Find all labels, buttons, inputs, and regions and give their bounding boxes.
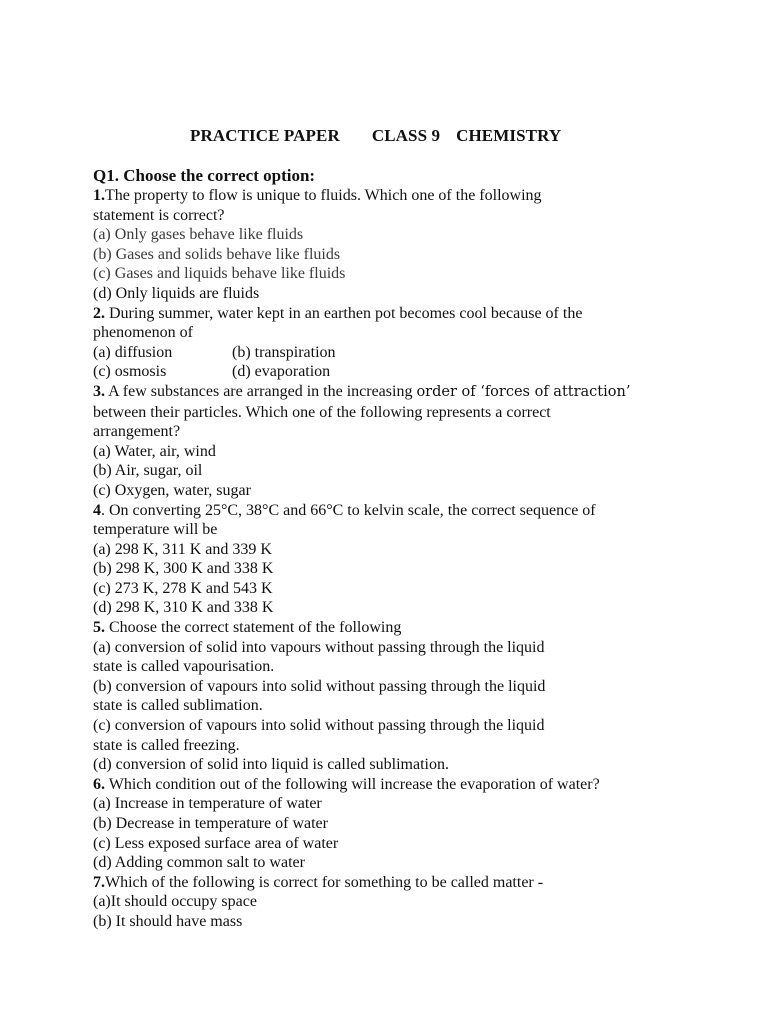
- question-text: Choose the correct statement of the following: [105, 619, 402, 637]
- option-a: (a) Water, air, wind: [93, 442, 216, 460]
- question-1-line-2: statement is correct?: [93, 206, 225, 224]
- option-b: (b) Gases and solids behave like fluids: [93, 245, 341, 263]
- question-text: During summer, water kept in an earthen pot becomes cool because of the: [105, 304, 583, 322]
- question-4-line-2: temperature will be: [93, 521, 218, 539]
- question-number: 6.: [93, 775, 105, 793]
- question-4-line-1: [93, 501, 693, 521]
- option-c: (c) Gases and liquids behave like fluids: [93, 265, 346, 283]
- question-6: [93, 775, 693, 873]
- question-3: [93, 382, 693, 501]
- question-number: 2.: [93, 304, 105, 322]
- question-number: 4: [93, 501, 101, 519]
- question-5-line-1: [93, 618, 693, 638]
- title-class: CLASS 9: [371, 126, 441, 145]
- option-a-line-2: state is called vapourisation.: [93, 658, 275, 676]
- question-1-line-1: [93, 186, 693, 206]
- question-number: 5.: [93, 619, 105, 637]
- option-a: (a) Increase in temperature of water: [93, 795, 322, 813]
- option-d: (d) Adding common salt to water: [93, 854, 305, 872]
- title-subject: CHEMISTRY: [456, 126, 562, 145]
- option-a: (a) Only gases behave like fluids: [93, 226, 304, 244]
- option-c: (c) osmosis: [93, 363, 167, 381]
- question-3-line-3: arrangement?: [93, 423, 181, 441]
- option-a: (a)It should occupy space: [93, 893, 257, 911]
- option-c: (c) Oxygen, water, sugar: [93, 481, 251, 499]
- option-a: (a) diffusion: [93, 343, 173, 361]
- option-d: (d) evaporation: [232, 363, 331, 381]
- option-b-line-1: (b) conversion of vapours into solid without passing through the liquid: [93, 677, 546, 695]
- question-6-line-1: [93, 775, 693, 795]
- question-7: [93, 873, 693, 932]
- question-number: 1.: [93, 187, 105, 204]
- title-practice-paper: PRACTICE PAPER: [190, 126, 340, 145]
- option-c-line-1: (c) conversion of vapours into solid without passing through the liquid: [93, 717, 545, 735]
- option-c: (c) Less exposed surface area of water: [93, 834, 339, 852]
- question-text: . On converting 25°C, 38°C and 66°C to kelvin scale, the correct sequence of: [101, 501, 596, 519]
- question-2-line-1: [93, 304, 693, 324]
- page-title: [190, 126, 561, 146]
- option-pair: [93, 343, 693, 363]
- option-a-line-1: (a) conversion of solid into vapours without passing through the liquid: [93, 638, 545, 656]
- option-d: (d) Only liquids are fluids: [93, 284, 260, 302]
- question-5: [93, 618, 693, 775]
- question-2-line-2: phenomenon of: [93, 324, 193, 342]
- question-7-line-1: [93, 873, 693, 893]
- question-text: A few substances are arranged in the increasing: [105, 382, 417, 400]
- question-text: Which condition out of the following will increase the evaporation of water?: [105, 775, 600, 793]
- emphasized-text: order of ‘forces of attraction’: [416, 383, 631, 400]
- option-b: (b) It should have mass: [93, 912, 243, 930]
- option-b: (b) Air, sugar, oil: [93, 462, 203, 480]
- option-pair: [93, 362, 693, 382]
- option-b-line-2: state is called sublimation.: [93, 697, 263, 715]
- option-c-line-2: state is called freezing.: [93, 736, 240, 754]
- question-3-line-1: [93, 382, 693, 403]
- option-b: (b) 298 K, 300 K and 338 K: [93, 560, 274, 578]
- question-text: The property to flow is unique to fluids. Which one of the following: [105, 187, 542, 204]
- question-3-line-2: between their particles. Which one of the following represents a correct: [93, 403, 551, 421]
- option-c: (c) 273 K, 278 K and 543 K: [93, 579, 273, 597]
- question-list: [93, 165, 693, 932]
- section-heading: Q1. Choose the correct option:: [93, 166, 316, 185]
- question-2: [93, 304, 693, 382]
- option-d: (d) 298 K, 310 K and 338 K: [93, 599, 274, 617]
- option-b: (b) transpiration: [232, 343, 336, 361]
- question-text: Which of the following is correct for something to be called matter -: [105, 873, 544, 891]
- question-4: [93, 501, 693, 619]
- question-number: 3.: [93, 382, 105, 400]
- question-number: 7.: [93, 873, 105, 891]
- question-1: [93, 186, 693, 304]
- option-b: (b) Decrease in temperature of water: [93, 815, 328, 832]
- option-a: (a) 298 K, 311 K and 339 K: [93, 540, 272, 558]
- option-d: (d) conversion of solid into liquid is called sublimation.: [93, 756, 449, 774]
